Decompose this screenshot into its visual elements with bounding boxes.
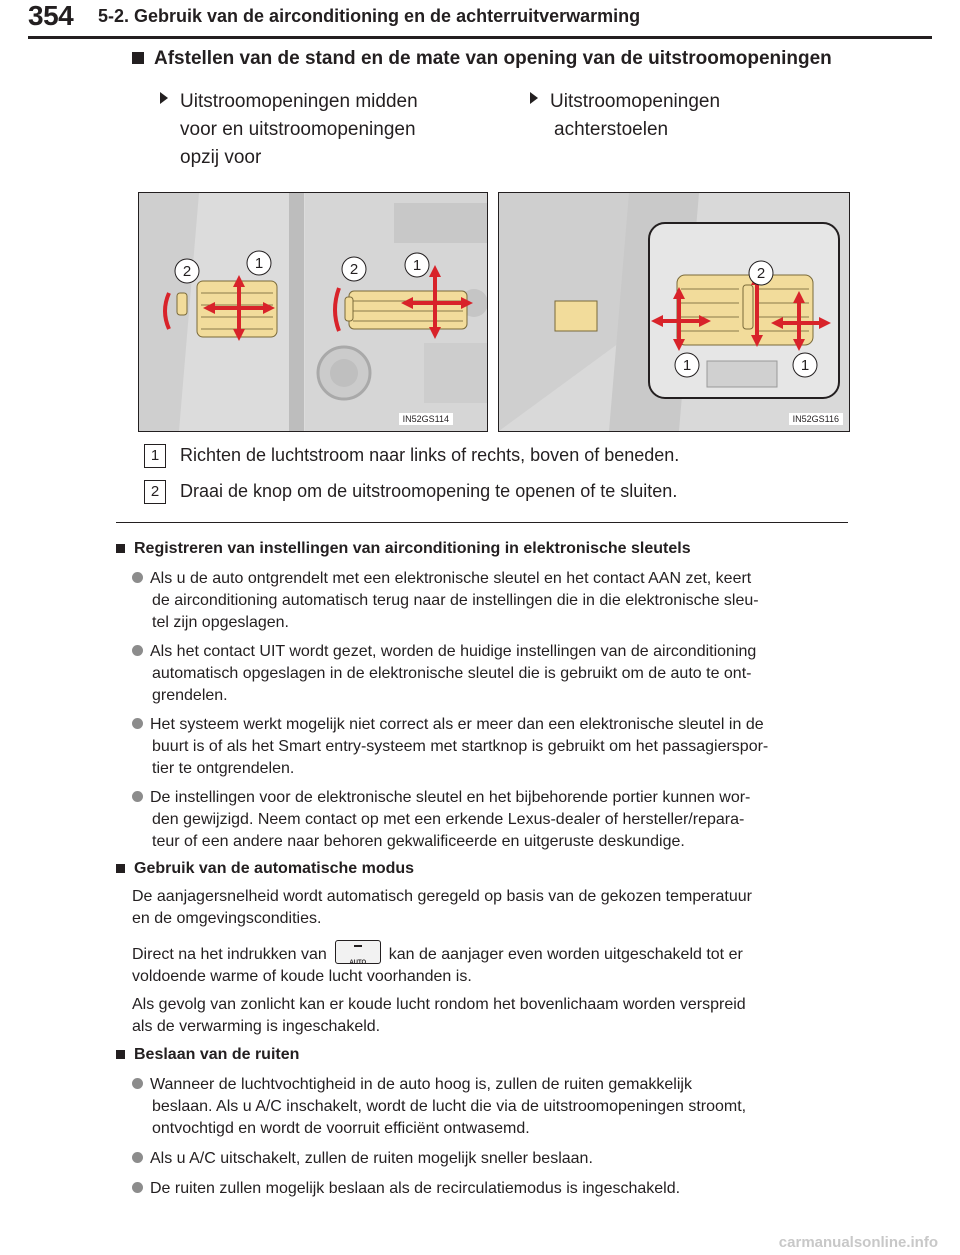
header-rule bbox=[28, 36, 932, 39]
page-number: 354 bbox=[28, 0, 74, 31]
list-item: De instellingen voor de elektronische sleutel en het bijbehorende portier kunnen wor- den gewijzigd. Neem contact op met een erkende Lexus-dealer of hersteller/repara- teur of een andere naar behoren gekwalificeerde en uitgeruste deskundige. bbox=[132, 787, 852, 853]
left-figure-label: Uitstroomopeningen midden voor en uitstroomopeningen opzij voor bbox=[160, 88, 418, 172]
callout-1: 1 bbox=[412, 257, 422, 274]
chapter-title: 5-2. Gebruik van de airconditioning en de achterruitverwarming bbox=[98, 6, 641, 26]
watermark: carmanualsonline.info bbox=[778, 1234, 938, 1251]
section-heading-text: Afstellen van de stand en de mate van opening van de uitstroomopeningen bbox=[154, 48, 832, 69]
bullet-dot-icon bbox=[132, 1152, 143, 1163]
beslaan-bullets bbox=[132, 1074, 852, 1200]
auto-button-icon: AUTO bbox=[335, 940, 381, 964]
subsection-heading: Beslaan van de ruiten bbox=[116, 1046, 299, 1064]
bullet-dot-icon bbox=[132, 1182, 143, 1193]
registreren-bullets bbox=[132, 568, 852, 853]
bullet-dot-icon bbox=[132, 645, 143, 656]
square-bullet-icon bbox=[132, 52, 144, 64]
callout-2: 2 bbox=[756, 265, 766, 282]
auto-mode-paragraph-1: De aanjagersnelheid wordt automatisch geregeld op basis van de gekozen temperatuur en de omgevingscondities. bbox=[132, 888, 752, 927]
callout-1: 1 bbox=[254, 255, 264, 272]
callout-2: 2 bbox=[182, 263, 192, 280]
callout-1: 1 bbox=[800, 357, 810, 374]
caption-number: 1 bbox=[144, 444, 166, 468]
auto-mode-paragraph-2: Direct na het indrukken van AUTO kan de aanjager even worden uitgeschakeld tot er voldoende warme of koude lucht voorhanden is. bbox=[132, 940, 852, 988]
bullet-dot-icon bbox=[132, 1078, 143, 1089]
caption-1: 1 Richten de luchtstroom naar links of rechts, boven of beneden. bbox=[144, 444, 679, 468]
figure-code: IN52GS114 bbox=[399, 413, 453, 425]
section-heading bbox=[132, 48, 832, 70]
list-item: Als u de auto ontgrendelt met een elektronische sleutel en het contact AAN zet, keert de airconditioning automatisch terug naar de instellingen die in die elektronische sleu- tel zijn opgeslagen. bbox=[132, 568, 852, 634]
subsection-heading: Registreren van instellingen van airconditioning in elektronische sleutels bbox=[116, 540, 691, 558]
callout-2: 2 bbox=[349, 261, 359, 278]
subsection-heading: Gebruik van de automatische modus bbox=[116, 860, 414, 878]
bullet-dot-icon bbox=[132, 718, 143, 729]
square-bullet-icon bbox=[116, 544, 125, 553]
bullet-dot-icon bbox=[132, 791, 143, 802]
figure-code: IN52GS116 bbox=[789, 413, 843, 425]
caption-2: 2 Draai de knop om de uitstroomopening te openen of te sluiten. bbox=[144, 480, 677, 504]
list-item: Wanneer de luchtvochtigheid in de auto hoog is, zullen de ruiten gemakkelijk beslaan. Als u A/C inschakelt, wordt de lucht die via de uitstroomopeningen stroomt, ontvochtigd en wordt de voorruit efficiënt ontwasemd. bbox=[132, 1074, 852, 1140]
figure-rear-vents bbox=[498, 192, 850, 432]
square-bullet-icon bbox=[116, 864, 125, 873]
square-bullet-icon bbox=[116, 1050, 125, 1059]
list-item: Als het contact UIT wordt gezet, worden de huidige instellingen van de airconditioning automatisch opgeslagen in de elektronische sleutel die is gebruikt om de auto te ont- grendelen. bbox=[132, 641, 852, 707]
triangle-bullet-icon bbox=[160, 92, 168, 104]
bullet-dot-icon bbox=[132, 572, 143, 583]
caption-number: 2 bbox=[144, 480, 166, 504]
list-item: Als u A/C uitschakelt, zullen de ruiten mogelijk sneller beslaan. bbox=[132, 1148, 852, 1170]
list-item: De ruiten zullen mogelijk beslaan als de recirculatiemodus is ingeschakeld. bbox=[132, 1178, 852, 1200]
right-figure-label: Uitstroomopeningen achterstoelen bbox=[530, 88, 720, 144]
triangle-bullet-icon bbox=[530, 92, 538, 104]
figure-front-vents bbox=[138, 192, 488, 432]
list-item: Het systeem werkt mogelijk niet correct als er meer dan een elektronische sleutel in de buurt is of als het Smart entry-systeem met startknop is gebruikt om het passagierspor- tier te ontgrendelen. bbox=[132, 714, 852, 780]
auto-mode-paragraph-3: Als gevolg van zonlicht kan er koude lucht rondom het bovenlichaam worden verspreid als de verwarming is ingeschakeld. bbox=[132, 996, 746, 1035]
section-divider bbox=[116, 522, 848, 523]
callout-1: 1 bbox=[682, 357, 692, 374]
